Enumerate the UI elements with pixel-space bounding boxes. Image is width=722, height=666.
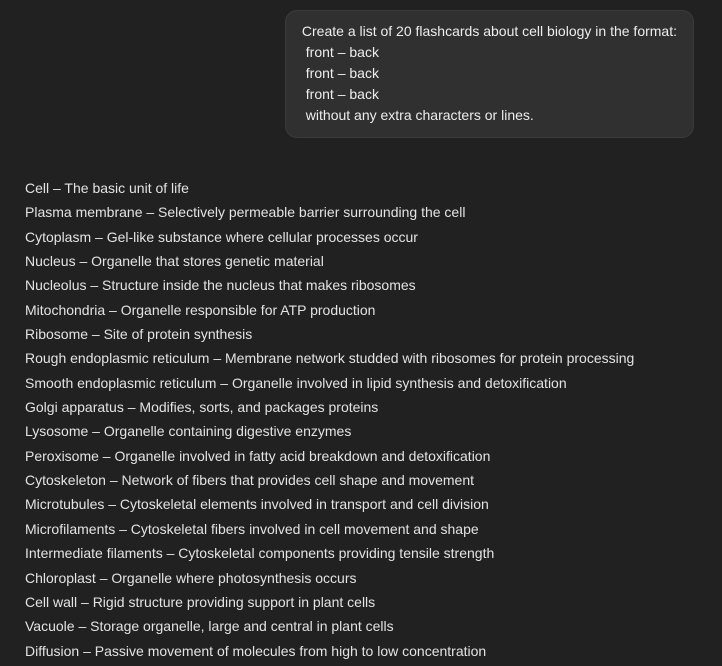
user-message-line: Create a list of 20 flashcards about cell biology in the format: [301, 23, 677, 39]
flashcard-line: Nucleus – Organelle that stores genetic material [25, 253, 324, 270]
flashcard-line: Intermediate filaments – Cytoskeletal components providing tensile strength [25, 545, 495, 562]
flashcard-line: Vacuole – Storage organelle, large and central in plant cells [25, 618, 394, 635]
user-message-line: front – back [301, 65, 379, 81]
user-message-line: front – back [301, 86, 379, 102]
flashcard-line: Chloroplast – Organelle where photosynthesis occurs [25, 569, 357, 586]
flashcard-line: Nucleolus – Structure inside the nucleus that makes ribosomes [25, 277, 416, 294]
flashcard-line: Golgi apparatus – Modifies, sorts, and packages proteins [25, 399, 379, 416]
flashcard-line: Cytoplasm – Gel-like substance where cellular processes occur [25, 228, 418, 245]
user-message-line: front – back [301, 44, 379, 60]
flashcard-line: Ribosome – Site of protein synthesis [25, 326, 253, 343]
flashcard-line: Microtubules – Cytoskeletal elements involved in transport and cell division [25, 496, 489, 513]
flashcard-line: Cell wall – Rigid structure providing support in plant cells [25, 593, 376, 610]
user-message-line: without any extra characters or lines. [301, 107, 534, 123]
flashcard-line: Microfilaments – Cytoskeletal fibers involved in cell movement and shape [25, 520, 479, 537]
flashcard-line: Diffusion – Passive movement of molecules from high to low concentration [25, 642, 487, 659]
flashcard-line: Cytoskeleton – Network of fibers that provides cell shape and movement [25, 472, 475, 489]
flashcard-line: Rough endoplasmic reticulum – Membrane network studded with ribosomes for protein processing [25, 350, 635, 367]
assistant-message [0, 176, 722, 663]
flashcard-line: Mitochondria – Organelle responsible for ATP production [25, 301, 376, 318]
flashcard-line: Lysosome – Organelle containing digestive enzymes [25, 423, 352, 440]
flashcard-line: Plasma membrane – Selectively permeable barrier surrounding the cell [25, 204, 466, 221]
flashcard-line: Cell – The basic unit of life [25, 180, 189, 196]
flashcard-line: Smooth endoplasmic reticulum – Organelle involved in lipid synthesis and detoxification [25, 374, 567, 391]
user-message-bubble [285, 10, 694, 138]
flashcard-line: Peroxisome – Organelle involved in fatty acid breakdown and detoxification [25, 447, 491, 464]
user-message-row [0, 0, 722, 138]
